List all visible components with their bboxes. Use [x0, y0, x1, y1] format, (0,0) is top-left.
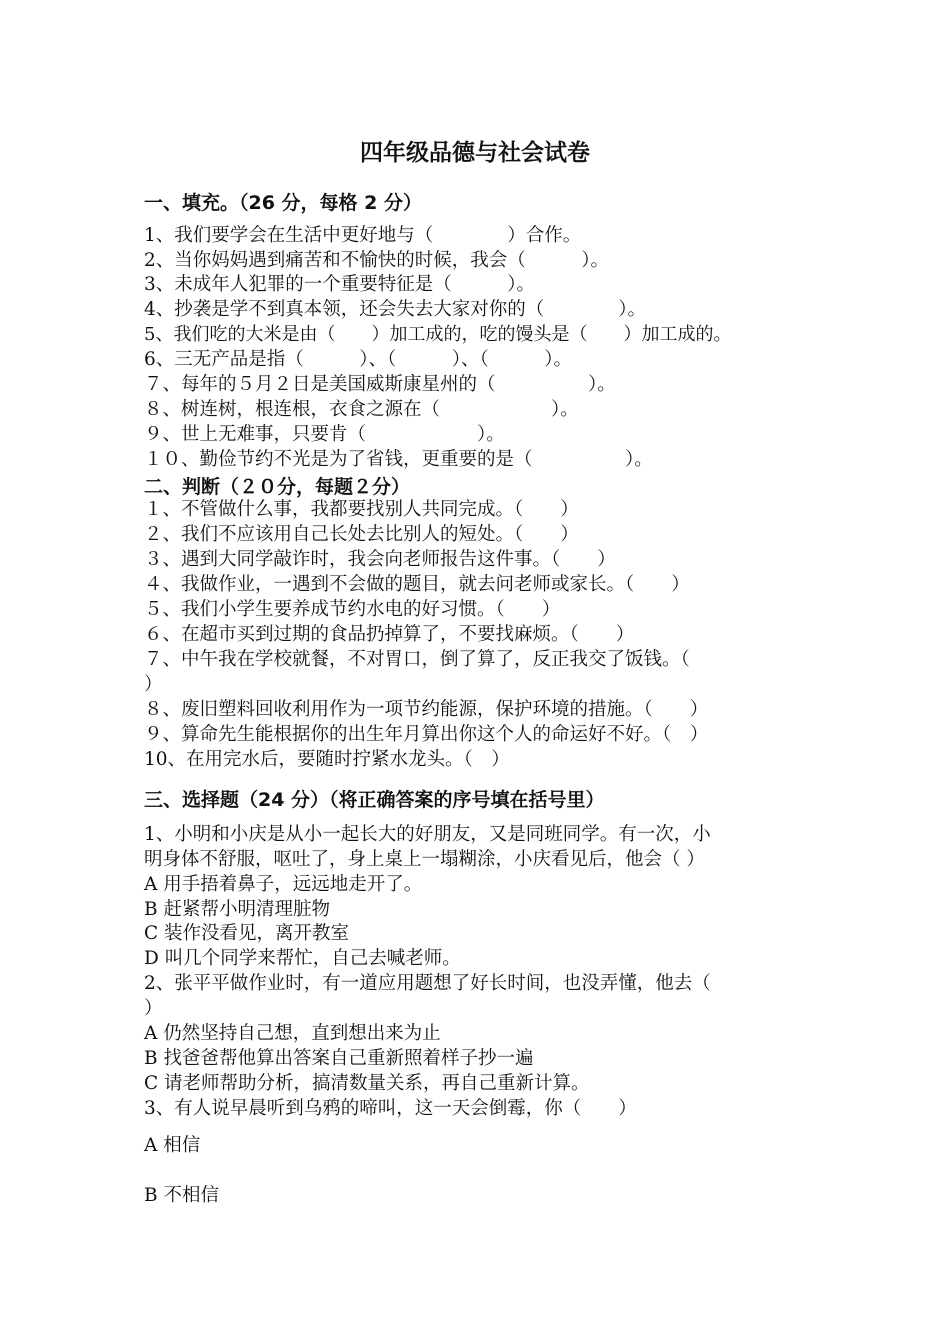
choice-option: B 找爸爸帮他算出答案自己重新照着样子抄一遍 [144, 1048, 534, 1069]
fill-item: 1、我们要学会在生活中更好地与（ ）合作。 [144, 225, 582, 246]
judge-item: ２、我们不应该用自己长处去比别人的短处。（ ） [144, 524, 579, 545]
choice-option: B 不相信 [144, 1185, 219, 1206]
choice-option: C 请老师帮助分析，搞清数量关系，再自己重新计算。 [144, 1073, 590, 1094]
fill-item: 5、我们吃的大米是由（ ）加工成的，吃的馒头是（ ）加工成的。 [144, 324, 732, 345]
choice-option: D 叫几个同学来帮忙，自己去喊老师。 [144, 948, 461, 969]
judge-item: ３、遇到大同学敲诈时，我会向老师报告这件事。（ ） [144, 549, 616, 570]
choice-option: A 用手捂着鼻子，远远地走开了。 [144, 874, 423, 895]
judge-item: ５、我们小学生要养成节约水电的好习惯。（ ） [144, 599, 561, 620]
fill-item: ８、树连树，根连根，衣食之源在（ ）。 [144, 399, 579, 420]
judge-item: １、不管做什么事，我都要找别人共同完成。（ ） [144, 499, 579, 520]
judge-item: ４、我做作业，一遇到不会做的题目，就去问老师或家长。（ ） [144, 574, 690, 595]
judge-item: ９、算命先生能根据你的出生年月算出你这个人的命运好不好。（ ） [144, 724, 709, 745]
choice-question: 3、有人说早晨听到乌鸦的啼叫，这一天会倒霉，你（ ） [144, 1098, 637, 1119]
choice-question-continued: ） [144, 998, 163, 1019]
choice-option: B 赶紧帮小明清理脏物 [144, 899, 330, 920]
choice-question: 1、小明和小庆是从小一起长大的好朋友，又是同班同学。有一次，小 [144, 824, 711, 845]
fill-item: ７、每年的５月２日是美国威斯康星州的（ ）。 [144, 374, 616, 395]
judge-item: 10、在用完水后，要随时拧紧水龙头。（ ） [144, 749, 510, 770]
choice-option: A 仍然坚持自己想，直到想出来为止 [144, 1023, 441, 1044]
fill-item: 2、当你妈妈遇到痛苦和不愉快的时候，我会（ ）。 [144, 250, 610, 271]
section-heading-judge: 二、判断（２０分，每题２分） [144, 476, 411, 498]
fill-item: ９、世上无难事，只要肯（ ）。 [144, 424, 505, 445]
choice-question: 明身体不舒服，呕吐了，身上桌上一塌糊涂，小庆看见后，他会（ ） [144, 849, 705, 870]
fill-item: 4、抄袭是学不到真本领，还会失去大家对你的（ ）。 [144, 299, 647, 320]
page-title: 四年级品德与社会试卷 [360, 140, 590, 166]
judge-item: ７、中午我在学校就餐，不对胃口，倒了算了，反正我交了饭钱。（ [144, 649, 690, 670]
choice-option: A 相信 [144, 1135, 201, 1156]
section-heading-choice: 三、选择题（24 分）（将正确答案的序号填在括号里） [144, 789, 605, 811]
judge-item-continued: ） [144, 674, 163, 695]
fill-item: 3、未成年人犯罪的一个重要特征是（ ）。 [144, 274, 536, 295]
section-heading-fill: 一、填充。（26 分，每格 2 分） [144, 192, 423, 214]
choice-question: 2、张平平做作业时，有一道应用题想了好长时间，也没弄懂，他去（ [144, 973, 711, 994]
judge-item: ６、在超市买到过期的食品扔掉算了，不要找麻烦。（ ） [144, 624, 635, 645]
fill-item: １０、勤俭节约不光是为了省钱，更重要的是（ ）。 [144, 449, 653, 470]
choice-option: C 装作没看见，离开教室 [144, 923, 350, 944]
fill-item: 6、三无产品是指（ ）、（ ）、（ ）。 [144, 349, 573, 370]
judge-item: ８、废旧塑料回收利用作为一项节约能源，保护环境的措施。（ ） [144, 699, 709, 720]
